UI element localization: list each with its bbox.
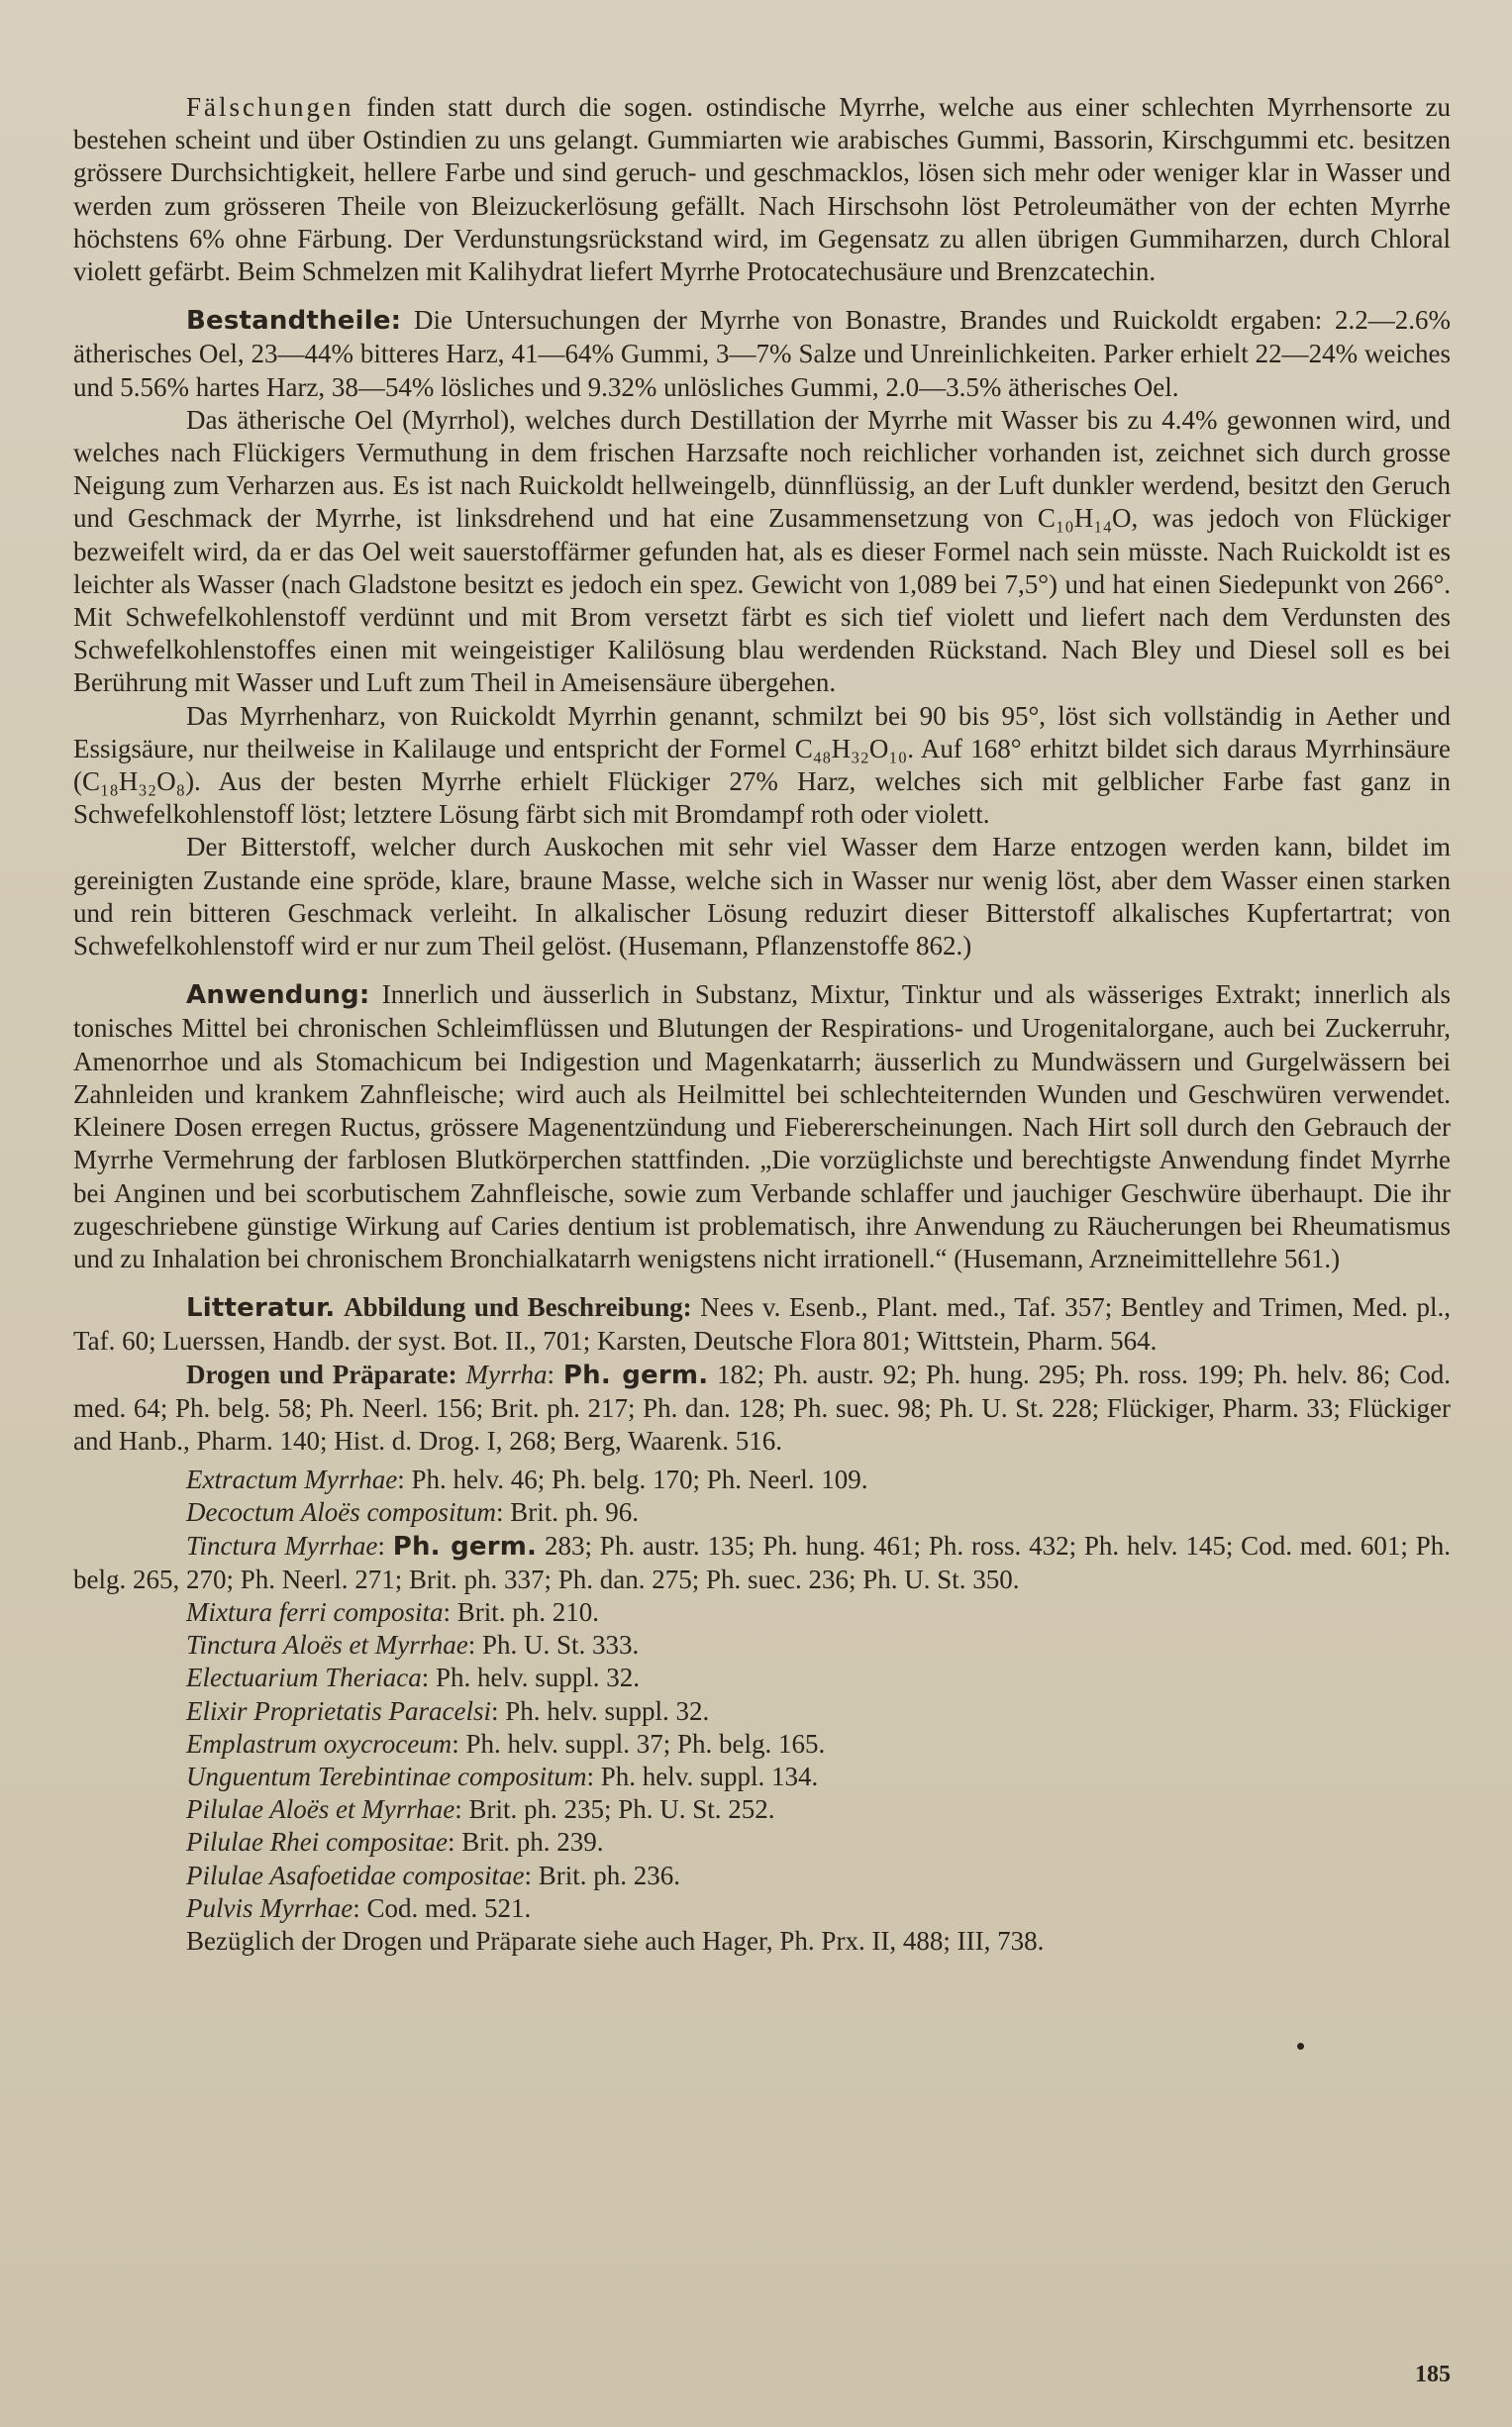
faelschungen-text: finden statt durch die sogen. ostindische Myrrhe, welche aus einer schlechten Myrrhensorte zu bestehen scheint und über Ostindien zu uns gelangt. Gummiarten wie arabisches Gummi, Bassorin, Kirschgummi etc. besitzen grössere Durchsichtigkeit, hellere Farbe und sind geruch- und geschmacklos, lösen sich mehr oder weniger klar in Wasser und werden zum grösseren Theile von Bleizuckerlösung gefällt. Nach Hirschsohn löst Petroleumäther von der echten Myrrhe höchstens 6% ohne Färbung. Der Verdunstungsrückstand wird, im Gegensatz zu allen übrigen Gummiharzen, durch Chloral violett gefärbt. Beim Schmelzen mit Kalihydrat liefert Myrrhe Protocatechusäure und Brenzcatechin. — [73, 92, 1451, 287]
ink-speck — [1297, 2043, 1304, 2050]
litteratur-heading: Litteratur. — [186, 1293, 336, 1324]
list-item: Elixir Proprietatis Paracelsi: Ph. helv. suppl. 32. — [186, 1695, 710, 1726]
list-item: Tinctura Aloës et Myrrhae: Ph. U. St. 333. — [186, 1630, 640, 1661]
section-faelschungen — [73, 91, 1451, 288]
litteratur-paragraph — [73, 1291, 1451, 1358]
list-item: Mixtura ferri composita: Brit. ph. 210. — [186, 1596, 599, 1627]
drogen-heading: Drogen und Präparate: — [186, 1359, 457, 1389]
list-item: Decoctum Aloës compositum: Brit. ph. 96. — [186, 1497, 639, 1528]
closing-note: Bezüglich der Drogen und Präparate siehe auch Hager, Ph. Prx. II, 488; III, 738. — [186, 1925, 1045, 1956]
list-item: Unguentum Terebintinae compositum: Ph. helv. suppl. 134. — [186, 1761, 819, 1791]
harz-paragraph: Das Myrrhenharz, von Ruickoldt Myrrhin genannt, schmilzt bei 90 bis 95°, löst sich vollständig in Aether und Essigsäure, nur theilweise in Kalilauge und entspricht der Formel C₄₈H₃₂O₁₀. Auf 168° erhitzt bildet sich daraus Myrrhinsäure (C₁₈H₃₂O₈). Aus der besten Myrrhe erhielt Flückiger 27% Harz, welches sich mit gelblicher Farbe fast ganz in Schwefelkohlenstoff löst; letztere Lösung färbt sich mit Bromdampf roth oder violett. — [73, 700, 1451, 830]
drogen-germ: Ph. germ. — [562, 1360, 709, 1390]
faelschungen-lead: Fälschungen — [186, 92, 354, 122]
list-item: Pulvis Myrrhae: Cod. med. 521. — [186, 1892, 532, 1923]
litteratur-text: Nees v. Esenb., Plant. med., Taf. 357; Bentley and Trimen, Med. pl., Taf. 60; Luerssen, Handb. der syst. Bot. II., 701; Karsten, Deutsche Flora 801; Wittstein, Pharm. 564. — [73, 1292, 1451, 1357]
bestandtheile-paragraph — [73, 304, 1451, 404]
drogen-paragraph: Drogen und Präparate: Myrrha: Ph. germ. 182; Ph. austr. 92; Ph. hung. 295; Ph. ross. 199; Ph. helv. 86; Cod. med. 64; Ph. belg. 58; Ph. Neerl. 156; Brit. ph. 217; Ph. dan. 128; Ph. suec. 98; Ph. U. St. 228; Flückiger, Pharm. 33; Flückiger and Hanb., Pharm. 140; Hist. d. Drog. I, 268; Berg, Waarenk. 516. — [73, 1359, 1451, 1456]
list-item: Electuarium Theriaca: Ph. helv. suppl. 32. — [186, 1663, 640, 1693]
bestandtheile-text: Die Untersuchungen der Myrrhe von Bonastre, Brandes und Ruickoldt ergaben: 2.2—2.6% ätherisches Oel, 23—44% bitteres Harz, 41—64% Gummi, 3—7% Salze und Unreinlichkeiten. Parker erhielt 22—24% weiches und 5.56% hartes Harz, 38—54% lösliches und 9.32% unlösliches Gummi, 2.0—3.5% ätherisches Oel. — [73, 305, 1451, 402]
litteratur-subheading: Abbildung und Beschreibung: — [344, 1292, 692, 1323]
section-litteratur — [73, 1291, 1451, 1458]
bestandtheile-heading: Bestandtheile: — [186, 306, 402, 337]
page-number: 185 — [1415, 2362, 1451, 2387]
list-item: Extractum Myrrhae: Ph. helv. 46; Ph. belg. 170; Ph. Neerl. 109. — [186, 1465, 868, 1495]
drogen-text: 182; Ph. austr. 92; Ph. hung. 295; Ph. ross. 199; Ph. helv. 86; Cod. med. 64; Ph. belg. 58; Ph. Neerl. 156; Brit. ph. 217; Ph. dan. 128; Ph. suec. 98; Ph. U. St. 228; Flückiger, Pharm. 33; Flückiger and Hanb., Pharm. 140; Hist. d. Drog. I, 268; Berg, Waarenk. 516. — [73, 1359, 1451, 1456]
preparations-list — [73, 1464, 1451, 1958]
anwendung-text: Innerlich und äusserlich in Substanz, Mixtur, Tinktur und als wässeriges Extrakt; innerlich als tonisches Mittel bei chronischen Schleimflüssen und Blutungen der Respirations- und Urogenitalorgane, auch bei Zuckerruhr, Amenorrhoe und als Stomachicum bei Indigestion und Magenkatarrh; äusserlich zu Mundwässern und Gurgelwässern bei Zahnleiden und krankem Zahnfleische; wird auch als Heilmittel bei schlechteiternden Wunden und Geschwüren verwendet. Kleinere Dosen erregen Ructus, grössere Magenentzündung und Fiebererscheinungen. Nach Hirt soll durch den Gebrauch der Myrrhe Vermehrung der farblosen Blutkörperchen stattfinden. „Die vorzüglichste und berechtigste Anwendung findet Myrrhe bei Anginen und bei scorbutischem Zahnfleische, sowie zum Verbande schlaffer und jauchiger Geschwüre überhaupt. Die ihr zugeschriebene günstige Wirkung auf Caries dentium ist problematisch, ihre Anwendung zu Räucherungen bei Rheumatismus und zu Inhalation bei chronischem Bronchialkatarrh wenigstens nicht irrationell.“ (Husemann, Arzneimittellehre 561.) — [73, 979, 1451, 1273]
list-item: Pilulae Rhei compositae: Brit. ph. 239. — [186, 1827, 604, 1858]
list-item: Emplastrum oxycroceum: Ph. helv. suppl. 37; Ph. belg. 165. — [186, 1728, 826, 1759]
anwendung-paragraph — [73, 978, 1451, 1275]
section-anwendung — [73, 978, 1451, 1275]
faelschungen-paragraph — [73, 91, 1451, 288]
section-bestandtheile — [73, 304, 1451, 962]
list-item: Pilulae Aloës et Myrrhae: Brit. ph. 235; Ph. U. St. 252. — [186, 1794, 775, 1825]
list-item: Tinctura Myrrhae: Ph. germ. 283; Ph. austr. 135; Ph. hung. 461; Ph. ross. 432; Ph. helv. 145; Cod. med. 601; Ph. belg. 265, 270; Ph. Neerl. 271; Brit. ph. 337; Ph. dan. 275; Ph. suec. 236; Ph. U. St. 350. — [73, 1530, 1451, 1594]
bitterstoff-paragraph: Der Bitterstoff, welcher durch Auskochen mit sehr viel Wasser dem Harze entzogen werden kann, bildet im gereinigten Zustande eine spröde, klare, braune Masse, welche sich in Wasser nur wenig löst, aber dem Wasser einen starken und rein bitteren Geschmack verleiht. In alkalischer Lösung reduzirt dieser Bitterstoff alkalisches Kupfertartrat; von Schwefelkohlenstoff wird er nur zum Theil gelöst. (Husemann, Pflanzenstoffe 862.) — [73, 832, 1451, 961]
drogen-name: Myrrha — [465, 1359, 548, 1389]
anwendung-heading: Anwendung: — [186, 980, 370, 1011]
list-item: Pilulae Asafoetidae compositae: Brit. ph. 236. — [186, 1860, 680, 1890]
oel-paragraph: Das ätherische Oel (Myrrhol), welches durch Destillation der Myrrhe mit Wasser bis zu 4.4% gewonnen wird, und welches nach Flückigers Vermuthung in dem frischen Harzsafte noch reichlicher vorhanden ist, zeichnet sich durch grosse Neigung zum Verharzen aus. Es ist nach Ruickoldt hellweingelb, dünnflüssig, an der Luft dunkler werdend, besitzt den Geruch und Geschmack der Myrrhe, ist linksdrehend und hat eine Zusammensetzung von C₁₀H₁₄O, was jedoch von Flückiger bezweifelt wird, da er das Oel weit sauerstoffärmer gefunden hat, als es dieser Formel nach sein müsste. Nach Ruickoldt ist es leichter als Wasser (nach Gladstone besitzt es jedoch ein spez. Gewicht von 1,089 bei 7,5°) und hat einen Siedepunkt von 266°. Mit Schwefelkohlenstoff verdünnt und mit Brom versetzt färbt es sich tief violett und liefert nach dem Verdunsten des Schwefelkohlenstoffes einen mit weingeistiger Kalilösung blau werdenden Rückstand. Nach Bley und Diesel soll es bei Berührung mit Wasser und Luft zum Theil in Ameisensäure übergehen. — [73, 404, 1451, 698]
